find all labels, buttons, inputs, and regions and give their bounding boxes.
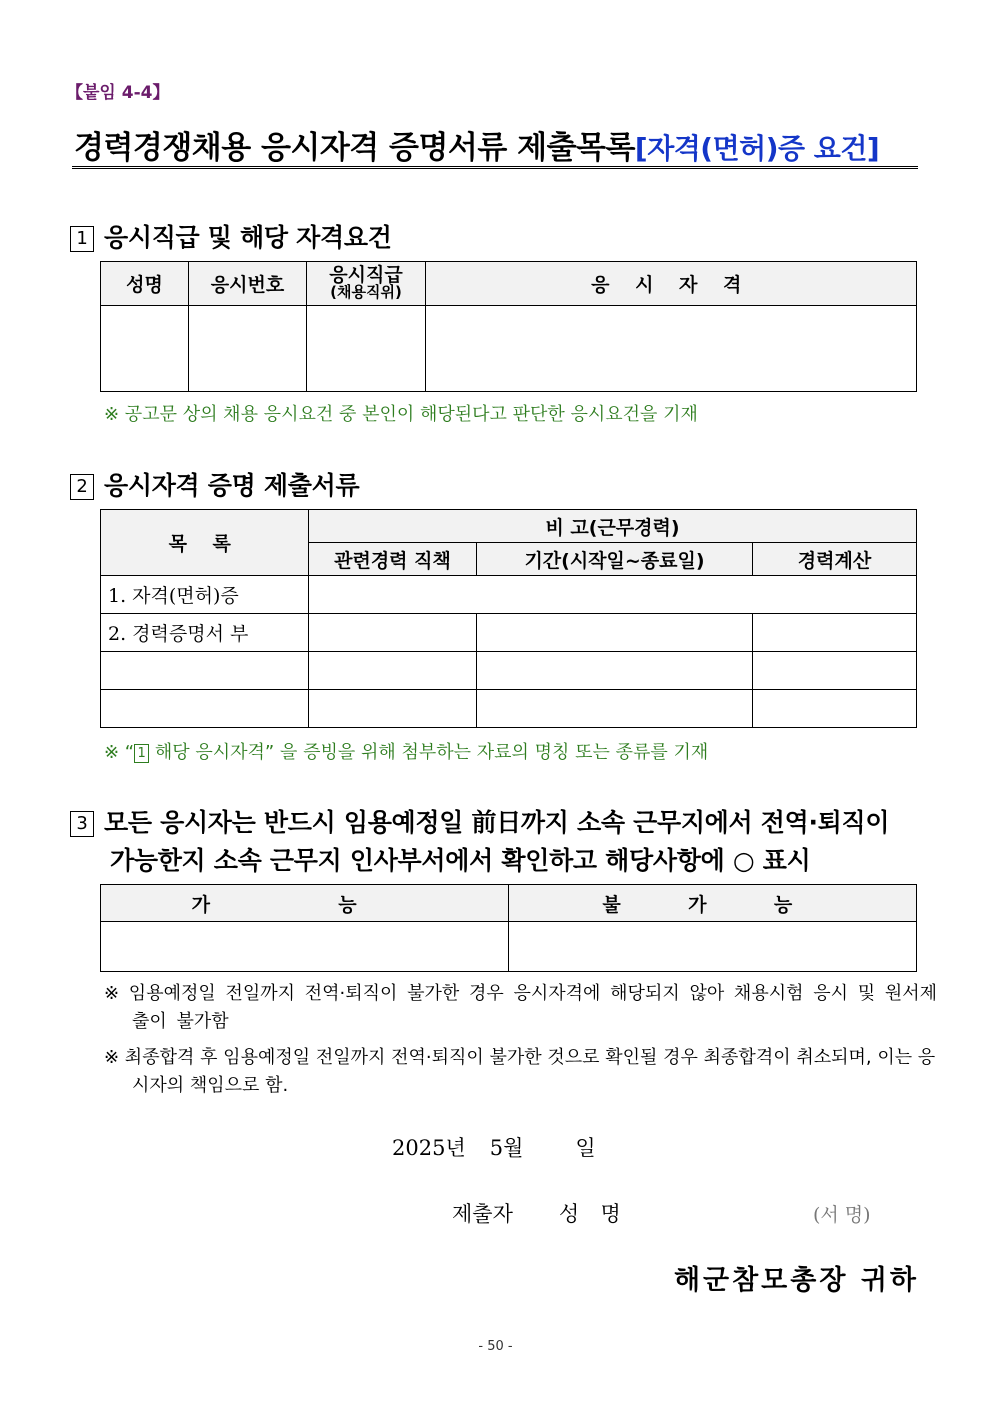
header-possible: 가 능 — [101, 885, 509, 922]
header-grade — [307, 262, 426, 306]
title-highlight: [자격(면허)증 요건] — [634, 132, 880, 165]
table-row — [101, 576, 917, 614]
section2-heading — [70, 466, 359, 502]
section2-number: 2 — [70, 474, 94, 500]
period-cell[interactable] — [477, 614, 753, 652]
calc-cell[interactable] — [753, 614, 917, 652]
period-cell[interactable] — [477, 652, 753, 690]
position-cell[interactable] — [309, 614, 477, 652]
section2-title: 응시자격 증명 제출서류 — [104, 471, 360, 500]
list-item[interactable] — [101, 652, 309, 690]
date-year: 2025년 — [392, 1136, 466, 1160]
note-prefix: ※ “ — [104, 742, 135, 763]
header-qualification: 응 시 자 격 — [426, 262, 917, 306]
header-remarks: 비 고(근무경력) — [309, 510, 917, 543]
header-position: 관련경력 직책 — [309, 543, 477, 576]
period-cell[interactable] — [477, 690, 753, 728]
input-name[interactable] — [101, 306, 189, 392]
date-day: 일 — [575, 1136, 596, 1160]
table-row — [101, 652, 917, 690]
section3-title-line1: 모든 응시자는 반드시 임용예정일 前日까지 소속 근무지에서 전역·퇴직이 — [104, 808, 890, 837]
list-item: 2. 경력증명서 부 — [101, 614, 309, 652]
attachment-label: 【붙임 4-4】 — [66, 83, 170, 103]
documents-table — [100, 509, 917, 728]
date-line — [392, 1132, 596, 1162]
list-item: 1. 자격(면허)증 — [101, 576, 309, 614]
calc-cell[interactable] — [753, 652, 917, 690]
section3-note-2: ※ 최종합격 후 임용예정일 전일까지 전역·퇴직이 불가한 것으로 확인될 경우 최종합격이 취소되며, 이는 응시자의 책임으로 함. — [104, 1047, 936, 1096]
header-period: 기간(시작일~종료일) — [477, 543, 753, 576]
header-grade-sub: (채용직위) — [330, 282, 402, 301]
header-name: 성명 — [101, 262, 189, 306]
section3-heading — [70, 804, 889, 880]
submitter-label: 제출자 — [452, 1202, 513, 1226]
section2-note — [104, 738, 708, 764]
position-cell[interactable] — [309, 652, 477, 690]
note-ref-box: 1 — [134, 744, 149, 763]
calc-cell[interactable] — [753, 690, 917, 728]
document-title — [72, 120, 918, 169]
header-impossible: 불 가 능 — [509, 885, 917, 922]
title-main: 경력경쟁채용 응시자격 증명서류 제출목록 — [74, 130, 635, 166]
input-grade[interactable] — [307, 306, 426, 392]
possible-mark-cell[interactable] — [101, 922, 509, 972]
signature-placeholder[interactable]: (서 명) — [813, 1204, 871, 1226]
input-exam-number[interactable] — [189, 306, 307, 392]
submitter-name-label: 성 명 — [558, 1202, 629, 1226]
section1-heading — [70, 218, 392, 254]
input-qualification[interactable] — [426, 306, 917, 392]
section1-title: 응시직급 및 해당 자격요건 — [104, 223, 392, 252]
header-calc: 경력계산 — [753, 543, 917, 576]
list-item[interactable] — [101, 690, 309, 728]
note-rest: 해당 응시자격” 을 증빙을 위해 첨부하는 자료의 명칭 또는 종류를 기재 — [149, 742, 709, 763]
date-month: 5월 — [489, 1136, 524, 1160]
qualification-table — [100, 261, 917, 392]
recipient: 해군참모총장 귀하 — [673, 1265, 919, 1296]
header-grade-main: 응시직급 — [329, 263, 403, 286]
impossible-mark-cell[interactable] — [509, 922, 917, 972]
remarks-cell[interactable] — [309, 576, 917, 614]
position-cell[interactable] — [309, 690, 477, 728]
availability-table — [100, 884, 917, 972]
page-number: - 50 - — [478, 1339, 513, 1354]
table-row — [101, 614, 917, 652]
header-exam-number: 응시번호 — [189, 262, 307, 306]
submitter-line — [452, 1198, 628, 1228]
section1-note: ※ 공고문 상의 채용 응시요건 중 본인이 해당된다고 판단한 응시요건을 기재 — [104, 404, 698, 425]
section3-title-line2: 가능한지 소속 근무지 인사부서에서 확인하고 해당사항에 ○ 표시 — [110, 846, 811, 875]
section3-number: 3 — [70, 811, 94, 837]
section1-number: 1 — [70, 226, 94, 252]
header-list: 목 록 — [101, 510, 309, 576]
section3-note-1: ※ 임용예정일 전일까지 전역·퇴직이 불가한 경우 응시자격에 해당되지 않아 채용시험 응시 및 원서제출이 불가함 — [104, 983, 937, 1032]
table-row — [101, 690, 917, 728]
